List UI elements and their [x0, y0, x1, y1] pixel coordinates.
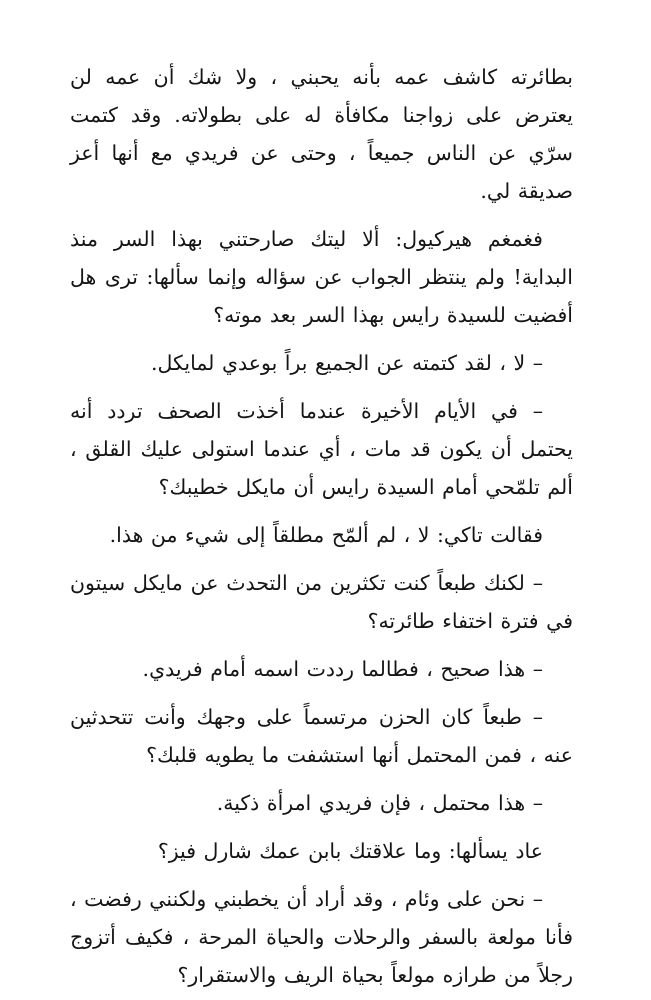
- paragraph: – لكنك طبعاً كنت تكثرين من التحدث عن مايكل سيتون في فترة اختفاء طائرته؟: [70, 571, 573, 633]
- paragraph: بطائرته كاشف عمه بأنه يحبني ، ولا شك أن عمه لن يعترض على زواجنا مكافأة له على بطولاته. وقد كتمت سرّي عن الناس جميعاً ، وحتى عن فريدي مع أنها أعز صديقة لي.: [70, 65, 573, 203]
- paragraph: – في الأيام الأخيرة عندما أخذت الصحف تردد أنه يحتمل أن يكون قد مات ، أي عندما استولى عليك القلق ، ألم تلمّحي أمام السيدة رايس أن مايكل خطيبك؟: [70, 399, 573, 499]
- paragraph: – هذا محتمل ، فإن فريدي امرأة ذكية.: [216, 791, 543, 815]
- paragraph: – هذا صحيح ، فطالما رددت اسمه أمام فريدي.: [142, 657, 543, 681]
- paragraph: – طبعاً كان الحزن مرتسماً على وجهك وأنت تتحدثين عنه ، فمن المحتمل أنها استشفت ما يطويه قلبك؟: [70, 705, 573, 767]
- paragraph: فغمغم هيركيول: ألا ليتك صارحتني بهذا السر منذ البداية! ولم ينتظر الجواب عن سؤاله وإنما سألها: ترى هل أفضيت للسيدة رايس بهذا السر بعد موته؟: [70, 227, 573, 327]
- paragraph: عاد يسألها: وما علاقتك بابن عمك شارل فيز؟: [157, 839, 543, 863]
- paragraph: فقالت تاكي: لا ، لم ألمّح مطلقاً إلى شيء من هذا.: [109, 523, 543, 547]
- paragraph: – لا ، لقد كتمته عن الجميع براً بوعدي لمايكل.: [151, 351, 543, 375]
- book-page: [0, 58, 651, 1000]
- paragraph: – نحن على وئام ، وقد أراد أن يخطبني ولكنني رفضت ، فأنا مولعة بالسفر والرحلات والحياة المرحة ، فكيف أتزوج رجلاً من طرازه مولعاً بحياة الريف والاستقرار؟: [70, 887, 573, 987]
